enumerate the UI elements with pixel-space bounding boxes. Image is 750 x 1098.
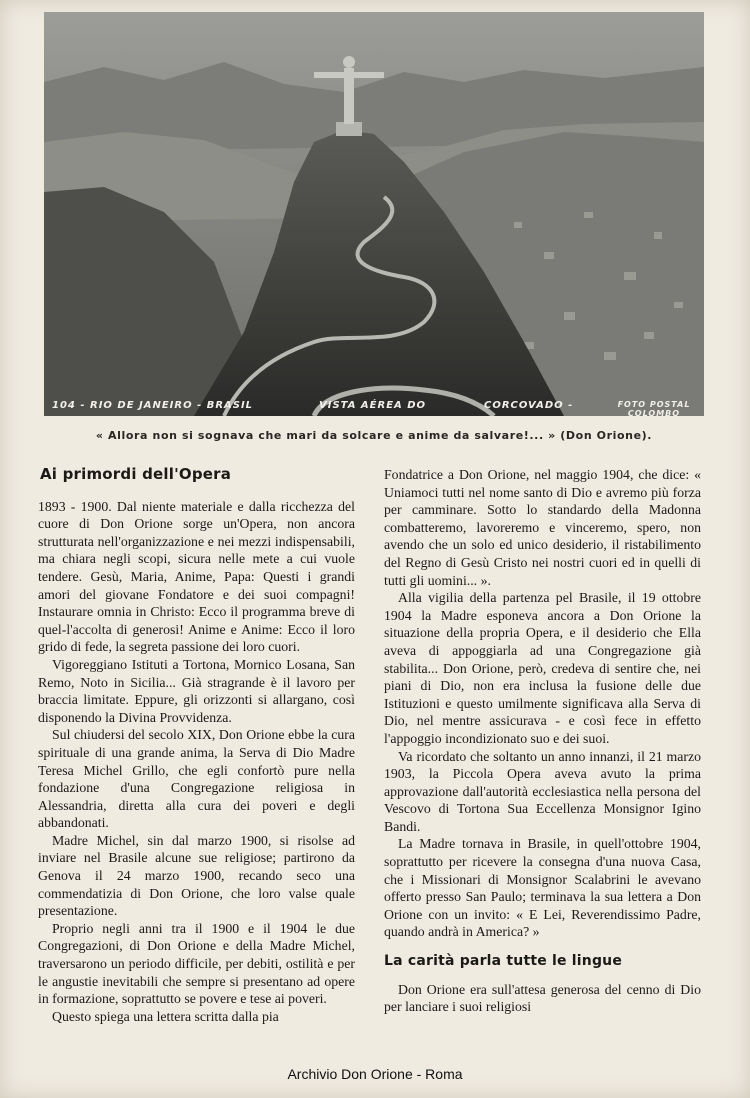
paragraph: Fondatrice a Don Orione, nel maggio 1904, che dice: « Uniamoci tutti nel nome santo di Dio e avremo più forza per camminare. Sotto lo standardo della Madonna combatteremo, lavoreremo e vinceremo, spero, non avendo che un solo ed unico desiderio, il ristabilimento del Regno di Gesù Cristo nei nostri cuori ed in quelli di tutti gli uomini... ».: [384, 467, 701, 588]
paragraph: Va ricordato che soltanto un anno innanzi, il 21 marzo 1903, la Piccola Opera aveva avuto la prima approvazione dall'autorità ecclesiastica nella persona del Vescovo di Tortona Sua Eccellenza Monsignor Igino Bandi.: [384, 748, 701, 834]
photo-overlay-title: VISTA AÉREA DO: [319, 400, 427, 411]
photo-overlay-text: [44, 396, 704, 416]
paragraph: Questo spiega una lettera scritta dalla pia: [52, 1008, 279, 1024]
photo-overlay-credit: FOTO POSTAL COLOMBO: [617, 400, 691, 416]
archive-footer: Archivio Don Orione - Roma: [287, 1066, 463, 1082]
section-heading: Ai primordi dell'Opera: [40, 465, 232, 483]
paragraph: La Madre tornava in Brasile, in quell'ottobre 1904, soprattutto per ricevere la consegna d'una nuova Casa, che i Missionari di Monsignor Scalabrini le avevano offerto presso San Paulo; terminava la sua lettera a Don Orione con un invito: « E Lei, Reverendissimo Padre, quando andrà in America? »: [384, 836, 701, 940]
corcovado-photo: [44, 12, 704, 416]
photo-caption: « Allora non si sognava che mari da solcare e anime da salvare!... » (Don Orione).: [95, 429, 653, 442]
paragraph: Proprio negli anni tra il 1900 e il 1904 le due Congregazioni, di Don Orione e della Madre Michel, traversarono un periodo difficile, per debiti, ostilità e per le angustie inevitabili che sempre si presentano ad opere in formazione, soprattutto se povere e tese ai poveri.: [38, 920, 355, 1007]
photo-overlay-location: 104 - RIO DE JANEIRO - BRASIL: [52, 400, 254, 411]
paragraph: Sul chiudersi del secolo XIX, Don Orione ebbe la cura spirituale di una grande anima, la Serva di Dio Madre Teresa Michel Grillo, che egli confortò pure nella fondazione d'una Congregazione religiosa in Alessandria, diretta alla cura dei poveri e degli abbandonati.: [38, 727, 355, 831]
paragraph: 1893 - 1900. Dal niente materiale e dalla ricchezza del cuore di Don Orione sorge un'Opera, non ancora strutturata nell'organizzazione e nei mezzi indispensabili, ma chiara negli scopi, sicura nelle mete a cui vuole tendere. Gesù, Maria, Anime, Papa: Questi i grandi amori del giovane Fondatore e dei suoi compagni! Instaurare omnia in Christo: Ecco il programma breve di quel-l'accolta di generosi! Anime e Anime: Ecco il loro grido di fede, la segreta passione dei loro cuori.: [38, 498, 355, 655]
paragraph: Alla vigilia della partenza pel Brasile, il 19 ottobre 1904 la Madre esponeva ancora a Don Orione la situazione della propria Opera, e il desiderio che Ella aveva di appoggiarla ad una Congregazione già stabilita... Don Orione, però, credeva di sentire che, nei piani di Dio, non era inclusa la fusione delle due Istituzioni e questo umilmente significava alla Serva di Dio, nel mentre assicurava - e così fece in effetto l'appoggio incondizionato suo e dei suoi.: [384, 590, 701, 746]
left-column: [38, 466, 355, 1025]
corcovado-aerial-image: [44, 12, 704, 416]
paragraph: Vigoreggiano Istituti a Tortona, Mornico Losana, San Remo, Noto in Sicilia... Già stragrande è il lavoro per braccia limitate. Eppure, gli orizzonti si allargano, così disponendo la Divina Provvidenza.: [38, 656, 355, 725]
right-column: [384, 466, 701, 1016]
paragraph: Madre Michel, sin dal marzo 1900, si risolse ad inviare nel Brasile alcune sue religiose; partirono da Genova il 24 marzo 1900, recando seco una commendatizia di Don Orione, che loro valse quale presentazione.: [38, 832, 355, 919]
section-subheading: La carità parla tutte le lingue: [384, 953, 623, 970]
photo-overlay-place: CORCOVADO -: [484, 400, 574, 411]
paragraph: Don Orione era sull'attesa generosa del cenno di Dio per lanciare i suoi religiosi: [384, 981, 701, 1015]
